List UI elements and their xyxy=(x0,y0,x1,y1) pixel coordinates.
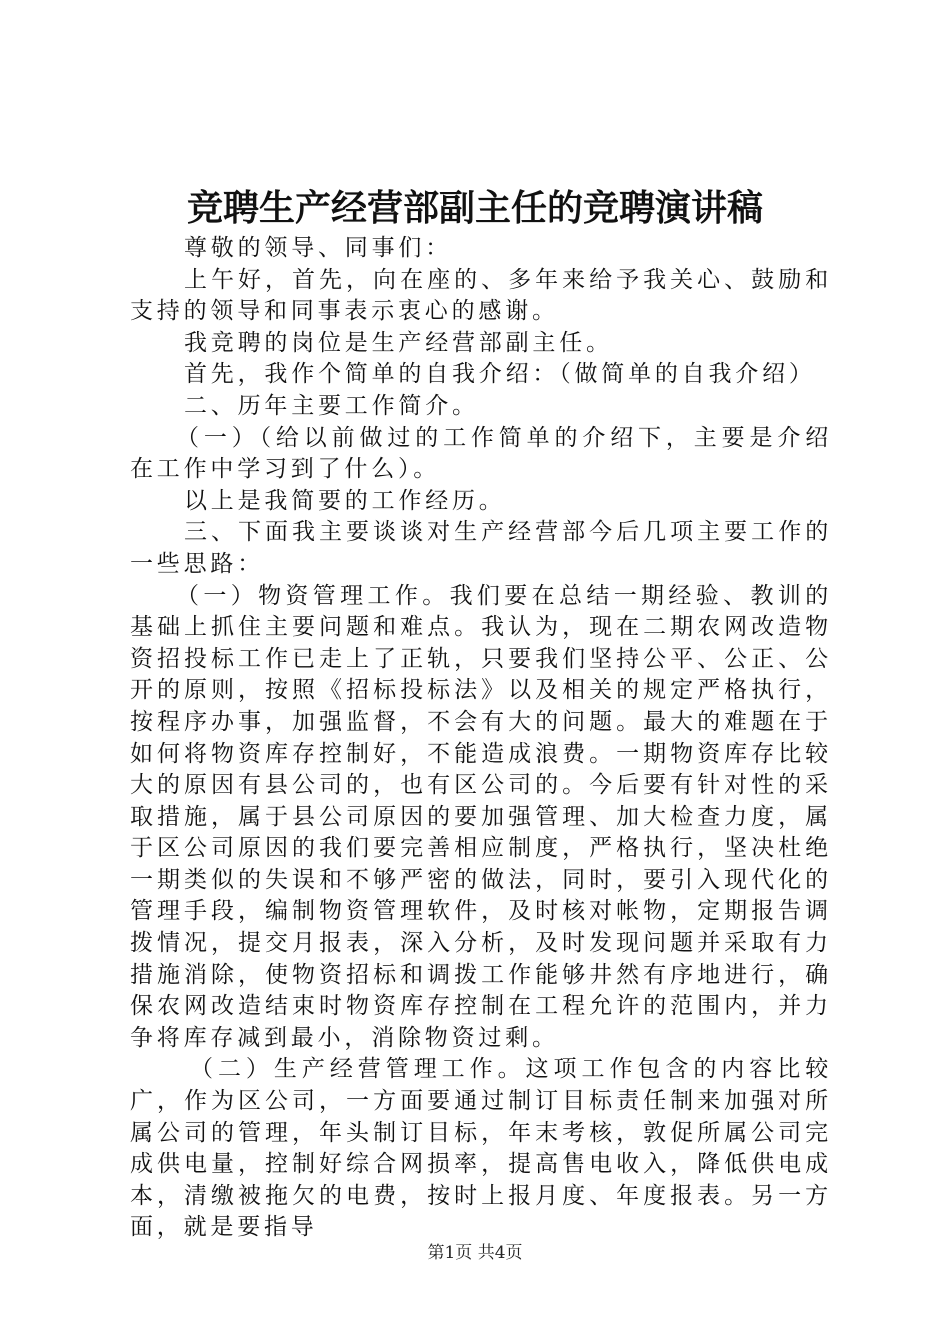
paragraph-production-management: （二）生产经营管理工作。这项工作包含的内容比较广，作为区公司，一方面要通过制订目标责任制来加强对所属公司的管理，年头制订目标，年末考核，敦促所属公司完成供电量，控制好综合网损率，提高售电收入，降低供电成本，清缴被拖欠的电费，按时上报月度、年度报表。另一方面，就是要指导 xyxy=(130,1056,832,1241)
paragraph-work-history-summary: 以上是我简要的工作经历。 xyxy=(184,487,506,514)
document-title: 竞聘生产经营部副主任的竞聘演讲稿 xyxy=(186,187,763,229)
paragraph-thanks: 上午好，首先，向在座的、多年来给予我关心、鼓励和支持的领导和同事表示衷心的感谢。 xyxy=(130,266,832,325)
paragraph-materials-management: （一）物资管理工作。我们要在总结一期经验、教训的基础上抓住主要问题和难点。我认为，现在二期农网改造物资招投标工作已走上了正轨，只要我们坚持公平、公正、公开的原则，按照《招标投标法》以及相关的规定严格执行，按程序办事，加强监督，不会有大的问题。最大的难题在于如何将物资库存控制好，不能造成浪费。一期物资库存比较大的原因有县公司的，也有区公司的。今后要有针对性的采取措施，属于县公司原因的要加强管理、加大检查力度，属于区公司原因的我们要完善相应制度，严格执行，坚决杜绝一期类似的失误和不够严密的做法，同时，要引入现代化的管理手段，编制物资管理软件，及时核对帐物，定期报告调拨情况，提交月报表，深入分析，及时发现问题并采取有力措施消除，使物资招标和调拨工作能够井然有序地进行，确保农网改造结束时物资库存控制在工程允许的范围内，并力争将库存减到最小，消除物资过剩。 xyxy=(130,582,832,1051)
paragraph-position: 我竞聘的岗位是生产经营部副主任。 xyxy=(184,329,613,356)
paragraph-work-history-item: （一）（给以前做过的工作简单的介绍下，主要是介绍在工作中学习到了什么）。 xyxy=(130,424,832,483)
paragraph-ideas-heading: 三、下面我主要谈谈对生产经营部今后几项主要工作的一些思路： xyxy=(130,519,832,577)
document-body xyxy=(130,233,832,1244)
page-number-footer: 第1页 共4页 xyxy=(427,1243,523,1263)
paragraph-work-history-heading: 二、历年主要工作简介。 xyxy=(184,392,479,419)
paragraph-self-intro: 首先，我作个简单的自我介绍：（做简单的自我介绍） xyxy=(184,361,816,388)
paragraph-greeting: 尊敬的领导、同事们： xyxy=(184,235,452,261)
